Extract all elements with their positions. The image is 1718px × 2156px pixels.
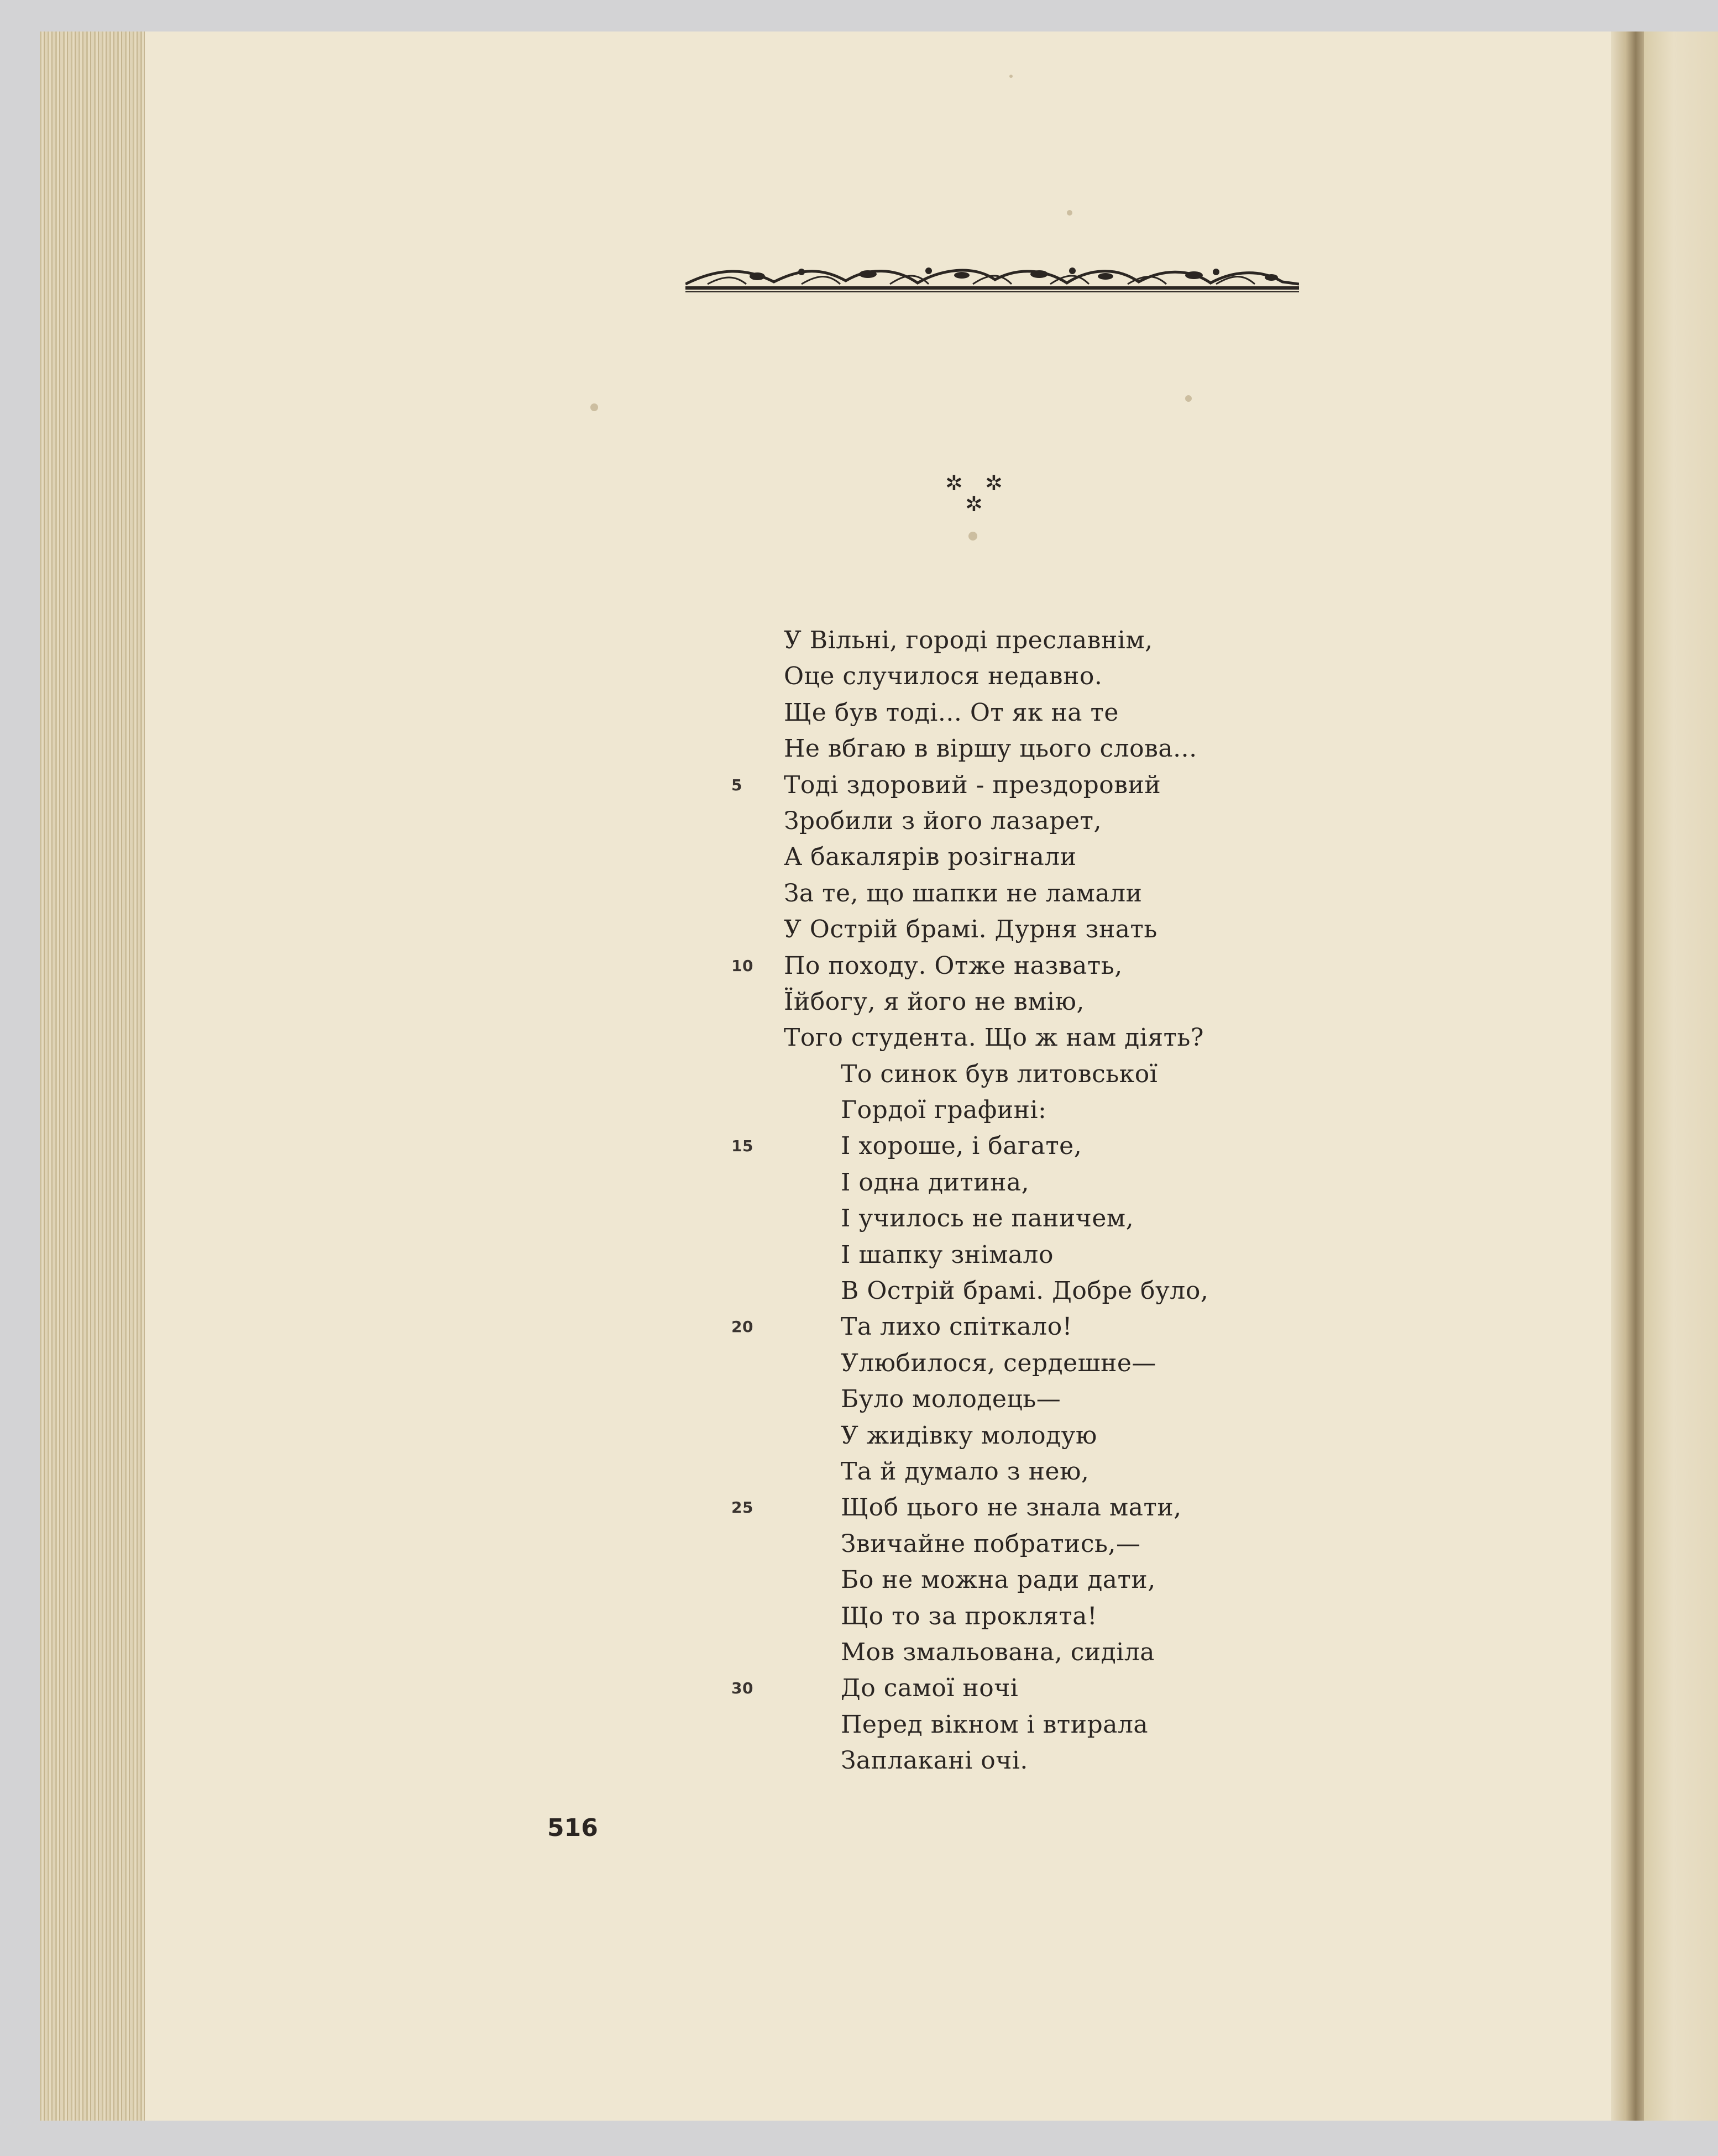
verse-line: [784, 984, 1337, 1020]
verse-line: [784, 1707, 1337, 1743]
line-text: Зробили з його лазарет,: [784, 806, 1102, 835]
paper-spot: [968, 532, 977, 541]
line-text: Того студента. Що ж нам діять?: [784, 1024, 1204, 1052]
line-text: Ще був тоді... От як на те: [784, 698, 1119, 727]
verse-line: [784, 875, 1337, 911]
line-text: І хороше, і багате,: [841, 1132, 1082, 1161]
line-text: У жидівку молодую: [841, 1421, 1097, 1450]
line-text: Звичайне побратись,—: [841, 1529, 1141, 1558]
verse-line: [731, 1489, 1337, 1525]
line-text: Гордої графині:: [841, 1096, 1047, 1125]
decorative-headpiece: [685, 260, 1299, 298]
poem-text: [731, 622, 1337, 1779]
verse-line: [784, 1056, 1337, 1092]
book-spine: [1611, 32, 1644, 2121]
line-text: За те, що шапки не ламали: [784, 879, 1143, 907]
verse-line: [784, 1273, 1337, 1309]
line-number: 5: [731, 775, 742, 794]
line-number: 15: [731, 1137, 753, 1156]
verse-line: [784, 839, 1337, 875]
paper-spot: [1185, 395, 1192, 402]
line-number: 20: [731, 1318, 753, 1336]
line-text: Улюбилося, сердешне—: [841, 1349, 1156, 1377]
line-text: І шапку знімало: [841, 1240, 1054, 1269]
line-text: Не вбгаю в віршу цього слова...: [784, 735, 1197, 763]
paper-spot: [1009, 75, 1013, 78]
page-number: 516: [547, 1814, 598, 1842]
line-number: 25: [731, 1498, 753, 1517]
line-text: У Вільні, городі преславнім,: [784, 626, 1153, 654]
page-edges: [40, 32, 145, 2121]
verse-line: [784, 1381, 1337, 1417]
line-text: Щоб цього не знала мати,: [841, 1493, 1182, 1522]
verse-line: [731, 767, 1337, 803]
verse-line: [731, 1309, 1337, 1345]
verse-line: [784, 695, 1337, 731]
verse-line: [784, 1562, 1337, 1598]
verse-line: [784, 1634, 1337, 1670]
line-text: І училось не паничем,: [841, 1204, 1134, 1233]
verse-line: [784, 1526, 1337, 1562]
verse-line: [784, 911, 1337, 947]
asterisk-right: ✲: [985, 471, 1003, 495]
line-text: Тоді здоровий - прездоровий: [784, 770, 1161, 799]
line-text: Що то за проклята!: [841, 1602, 1098, 1630]
verse-line: [784, 731, 1337, 767]
asterism-divider: [945, 473, 1012, 522]
line-text: І одна дитина,: [841, 1168, 1030, 1197]
line-text: Оце случилося недавно.: [784, 662, 1103, 691]
line-text: Заплакані очі.: [841, 1746, 1028, 1775]
verse-line: [784, 1454, 1337, 1489]
verse-line: [784, 1200, 1337, 1236]
line-text: По походу. Отже назвать,: [784, 951, 1123, 980]
line-text: До самої ночі: [841, 1674, 1019, 1703]
paper-spot: [1067, 210, 1072, 216]
verse-line: [784, 658, 1337, 694]
line-text: Перед вікном і втирала: [841, 1710, 1149, 1739]
line-text: То синок був литовської: [841, 1059, 1158, 1088]
verse-line: [731, 1670, 1337, 1706]
asterisk-left: ✲: [945, 471, 963, 495]
line-number: 30: [731, 1679, 753, 1698]
line-text: Мов змальована, сиділа: [841, 1638, 1155, 1666]
facing-page-edge: [1644, 32, 1718, 2121]
line-text: А бакалярів розігнали: [784, 843, 1077, 872]
line-text: В Острій брамі. Добре було,: [841, 1277, 1209, 1305]
verse-line: [784, 1237, 1337, 1273]
verse-line: [784, 1743, 1337, 1779]
verse-line: [784, 803, 1337, 839]
verse-line: [784, 1598, 1337, 1634]
line-number: 10: [731, 956, 753, 975]
verse-line: [784, 1418, 1337, 1454]
asterisk-bottom: ✲: [965, 492, 983, 516]
verse-line: [784, 622, 1337, 658]
verse-line: [784, 1164, 1337, 1200]
verse-line: [784, 1092, 1337, 1128]
verse-line: [784, 1020, 1337, 1056]
line-text: Та й думало з нею,: [841, 1457, 1090, 1486]
line-text: Було молодець—: [841, 1385, 1061, 1414]
paper-spot: [590, 403, 598, 411]
line-text: Їйбогу, я його не вмію,: [784, 987, 1085, 1016]
line-text: Бо не можна ради дати,: [841, 1566, 1156, 1594]
verse-line: [731, 1128, 1337, 1164]
verse-line: [784, 1345, 1337, 1381]
verse-line: [731, 948, 1337, 984]
line-text: Та лихо спіткало!: [841, 1313, 1072, 1341]
line-text: У Острій брамі. Дурня знать: [784, 915, 1157, 944]
